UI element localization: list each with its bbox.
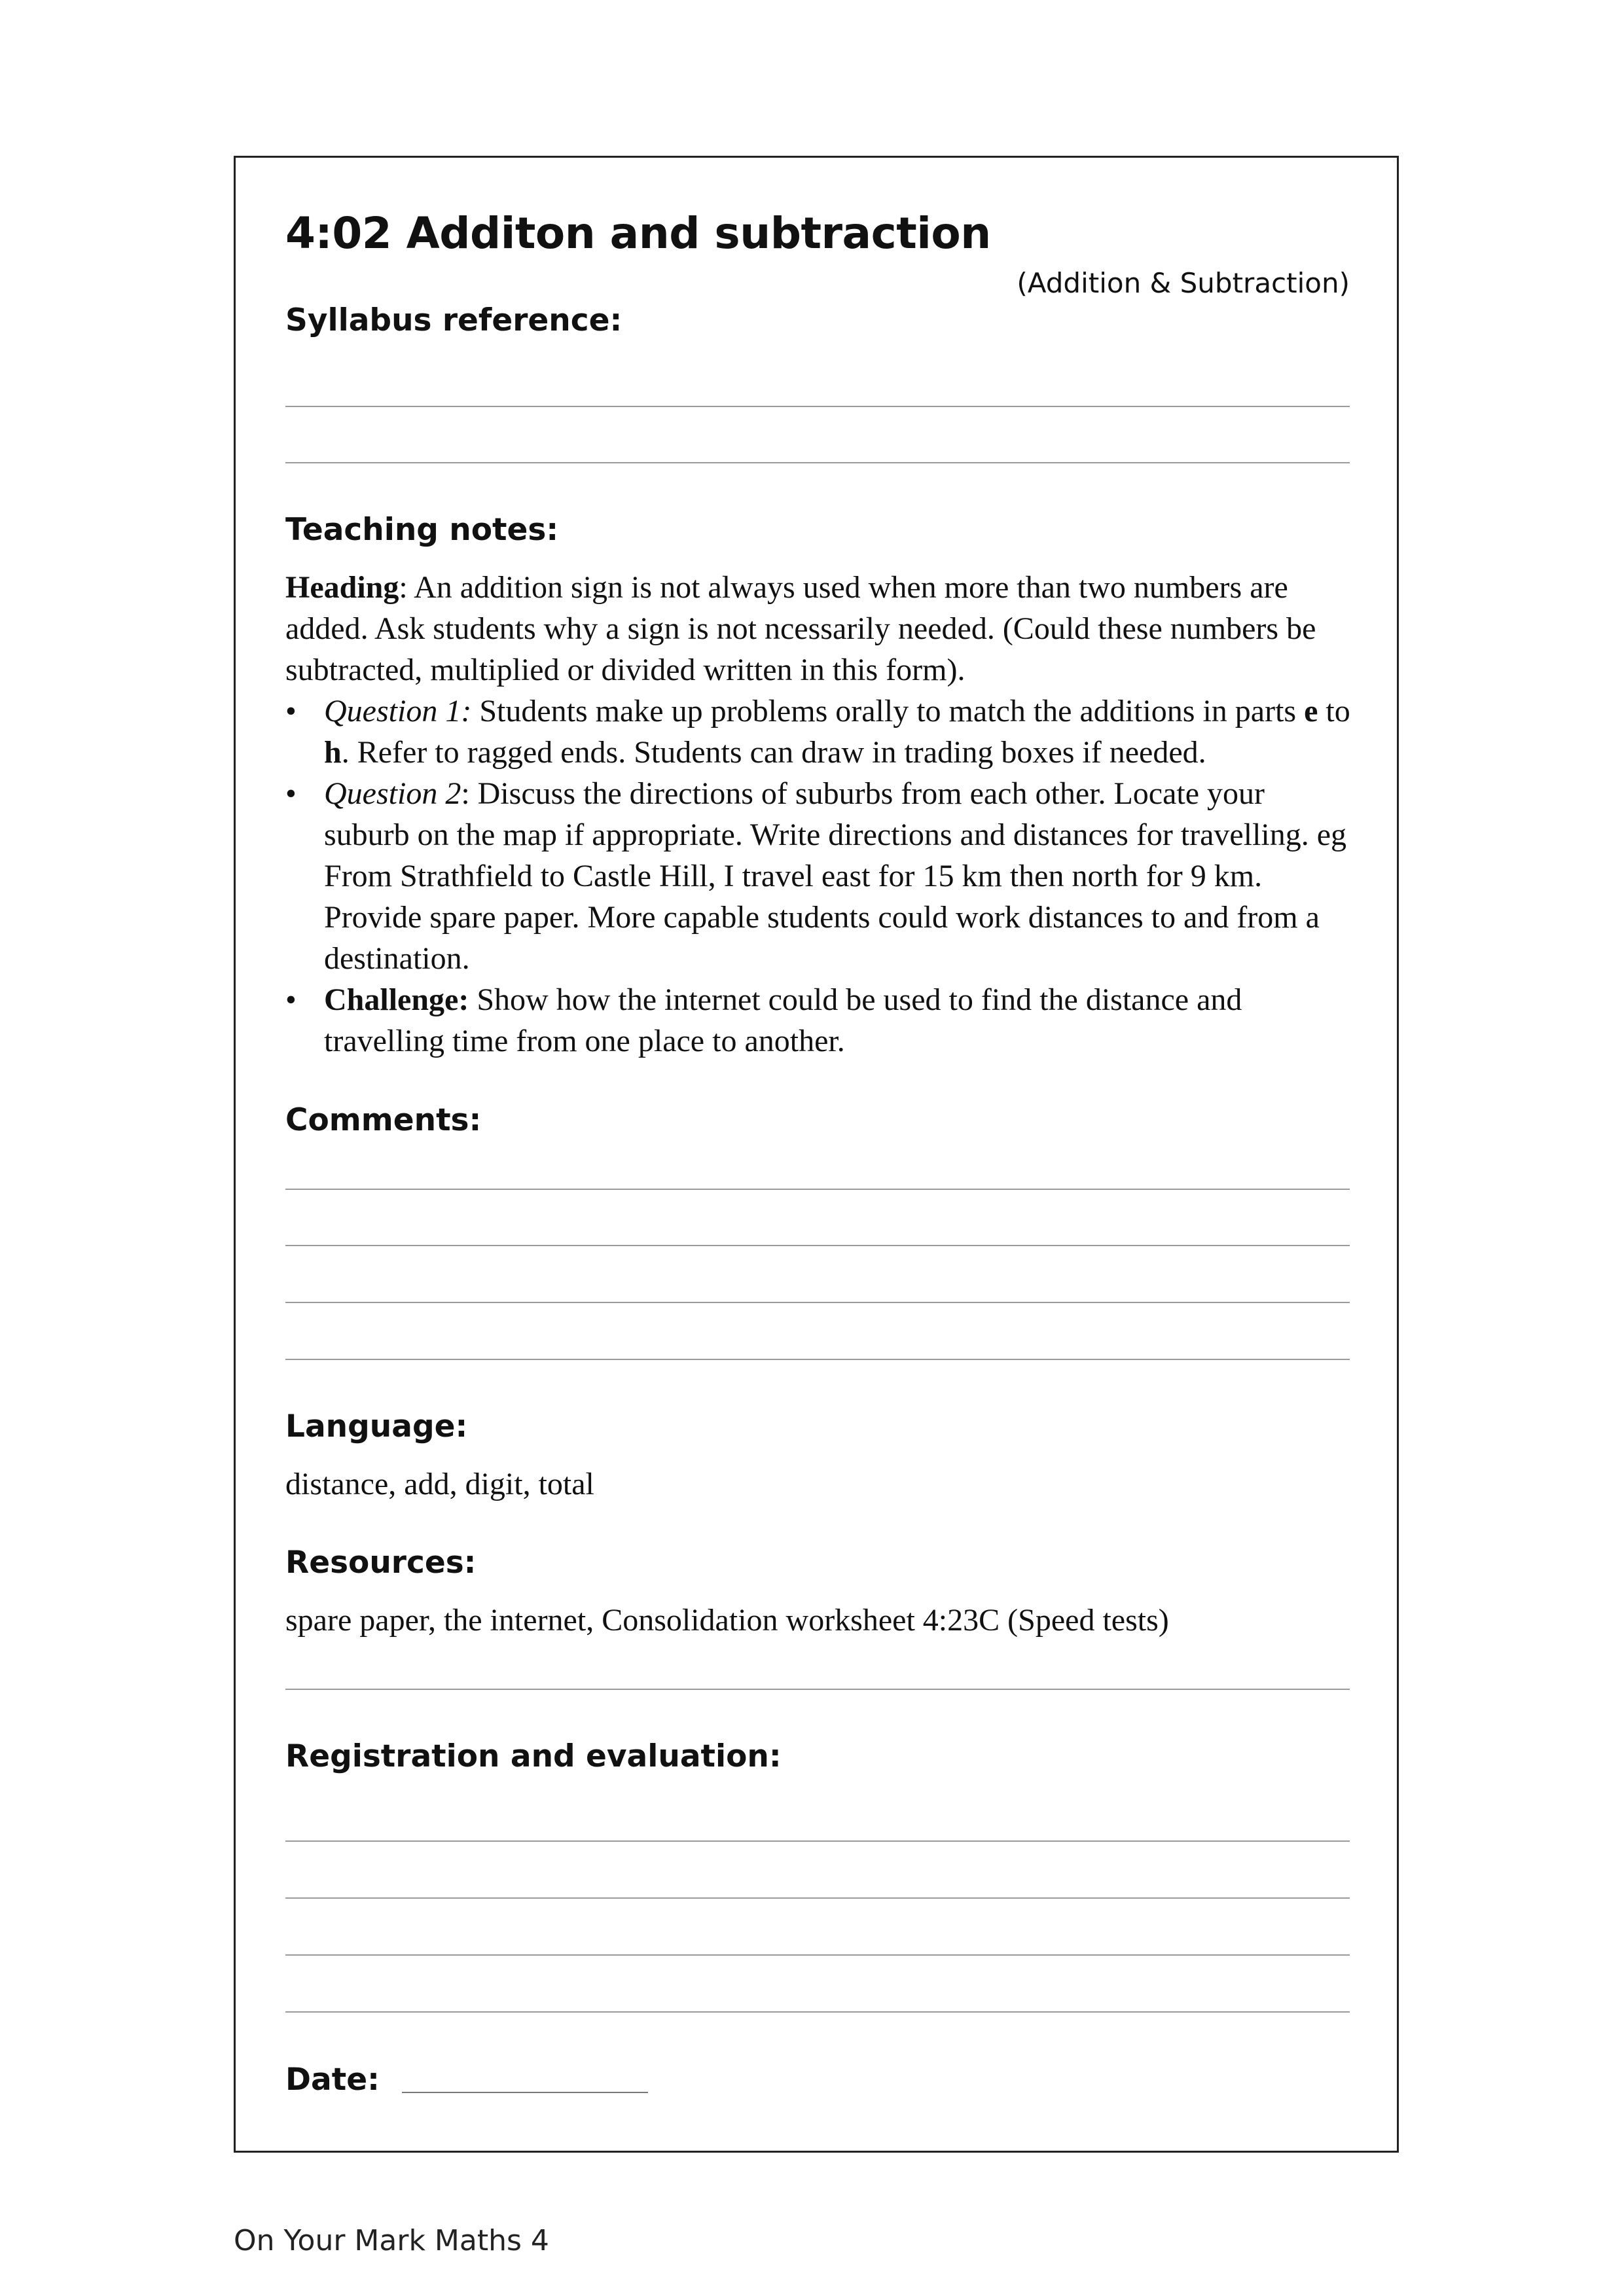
registration-line-2 [285, 1897, 1350, 1899]
comments-heading: Comments: [285, 1102, 482, 1138]
bullet-question-1 [285, 691, 1352, 773]
syllabus-heading: Syllabus reference: [285, 302, 623, 338]
question-1-text-b: . Refer to ragged ends. Students can draw in trading boxes if needed. [341, 735, 1206, 770]
question-1-label: Question 1: [324, 694, 472, 728]
teaching-notes-heading: Teaching notes: [285, 512, 559, 548]
challenge-label: Challenge: [324, 982, 469, 1017]
date-line [402, 2092, 648, 2093]
registration-line-1 [285, 1840, 1350, 1842]
teaching-intro [285, 567, 1352, 691]
language-text: distance, add, digit, total [285, 1467, 594, 1501]
date-label: Date: [285, 2062, 380, 2098]
bullet-challenge [285, 979, 1352, 1062]
page-frame [234, 156, 1399, 2153]
resources-heading: Resources: [285, 1545, 477, 1581]
subject-label: (Addition & Subtraction) [1017, 267, 1350, 299]
question-1-to: to [1318, 694, 1350, 728]
footer-text: On Your Mark Maths 4 [234, 2224, 549, 2257]
challenge-text: Show how the internet could be used to find the distance and travelling time from one place to another. [324, 982, 1242, 1058]
language-heading: Language: [285, 1408, 468, 1444]
page-title: 4:02 Additon and subtraction [285, 208, 991, 259]
part-e: e [1304, 694, 1318, 728]
teaching-bullets [285, 691, 1352, 1062]
syllabus-line-2 [285, 462, 1350, 463]
teaching-notes-body [285, 567, 1352, 1062]
registration-line-4 [285, 2011, 1350, 2013]
comments-line-2 [285, 1245, 1350, 1246]
question-1-text-a: Students make up problems orally to match the additions in parts [471, 694, 1305, 728]
registration-heading: Registration and evaluation: [285, 1738, 782, 1774]
question-2-text: : Discuss the directions of suburbs from each other. Locate your suburb on the map if appropriate. Write directions and distances for travelling. eg From Strathfield to Castle Hill, I travel east for 15 km then north for 9 km. Provide spare paper. More capable students could work distances to and from a destination. [324, 776, 1347, 976]
bullet-question-2 [285, 773, 1352, 979]
question-2-label: Question 2 [324, 776, 461, 811]
comments-line-3 [285, 1302, 1350, 1303]
part-h: h [324, 735, 342, 770]
intro-bold: Heading [285, 570, 399, 605]
comments-line-4 [285, 1359, 1350, 1360]
intro-text: : An addition sign is not always used when more than two numbers are added. Ask students why a sign is not ncessarily needed. (Could these numbers be subtracted, multiplied or divided written in this form). [285, 570, 1316, 687]
syllabus-line-1 [285, 406, 1350, 407]
registration-line-3 [285, 1954, 1350, 1956]
comments-line-1 [285, 1189, 1350, 1190]
resources-line [285, 1689, 1350, 1690]
resources-text: spare paper, the internet, Consolidation worksheet 4:23C (Speed tests) [285, 1603, 1169, 1638]
